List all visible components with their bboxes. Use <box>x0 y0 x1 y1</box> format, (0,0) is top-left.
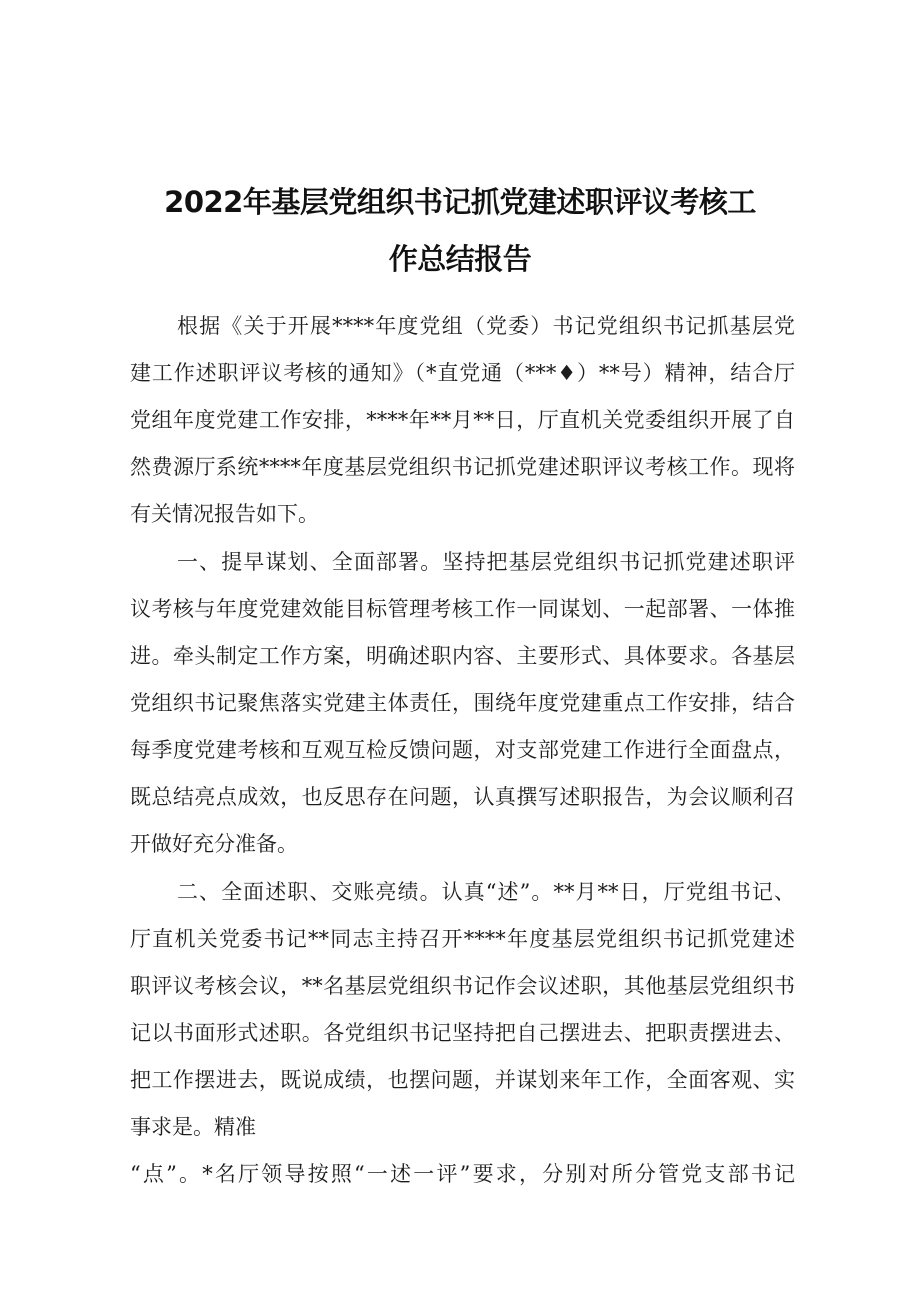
paragraph-1-line-3: 党组年度党建工作安排，****年**月**日，厅直机关党委组织开展了自 <box>130 408 795 432</box>
paragraph-2-line-5: 每季度党建考核和互观互检反馈问题，对支部党建工作进行全面盘点， <box>130 738 795 762</box>
paragraph-2-line-3: 进。牵头制定工作方案，明确述职内容、主要形式、具体要求。各基层 <box>130 644 795 668</box>
paragraph-3-line-2: 厅直机关党委书记**同志主持召开****年度基层党组织书记抓党建述 <box>130 927 795 951</box>
document-title-line-1: 2022年基层党组织书记抓党建述职评议考核工 <box>164 185 756 219</box>
paragraph-3-line-5: 把工作摆进去，既说成绩，也摆问题，并谋划来年工作，全面客观、实 <box>130 1068 795 1092</box>
paragraph-2-line-2: 议考核与年度党建效能目标管理考核工作一同谋划、一起部署、一体推 <box>130 597 795 621</box>
paragraph-3-line-4: 记以书面形式述职。各党组织书记坚持把自己摆进去、把职责摆进去、 <box>130 1021 795 1045</box>
paragraph-4-line-1: “点”。*名厅领导按照“一述一评”要求，分别对所分管党支部书记 <box>130 1162 795 1186</box>
paragraph-2-line-1: 一、提早谋划、全面部署。坚持把基层党组织书记抓党建述职评 <box>177 550 795 574</box>
paragraph-1-line-1: 根据《关于开展****年度党组（党委）书记党组织书记抓基层党 <box>177 314 795 338</box>
paragraph-3-line-3: 职评议考核会议，**名基层党组织书记作会议述职，其他基层党组织书 <box>130 974 795 998</box>
paragraph-2-line-4: 党组织书记聚焦落实党建主体责任，围绕年度党建重点工作安排，结合 <box>130 691 795 715</box>
paragraph-2-line-6: 既总结亮点成效，也反思存在问题，认真撰写述职报告，为会议顺利召 <box>130 785 795 809</box>
paragraph-1-line-2: 建工作述职评议考核的通知》（*直党通（***♦）**号）精神，结合厅 <box>130 361 795 385</box>
paragraph-1-line-5: 有关情况报告如下。 <box>130 502 319 526</box>
paragraph-1-line-4: 然费源厅系统****年度基层党组织书记抓党建述职评议考核工作。现将 <box>130 455 795 479</box>
paragraph-3-line-6: 事求是。精准 <box>130 1115 256 1139</box>
paragraph-3-line-1: 二、全面述职、交账亮绩。认真“述”。**月**日，厅党组书记、 <box>177 880 795 904</box>
document-title-line-2: 作总结报告 <box>388 242 532 276</box>
paragraph-2-line-7: 开做好充分准备。 <box>130 832 298 856</box>
